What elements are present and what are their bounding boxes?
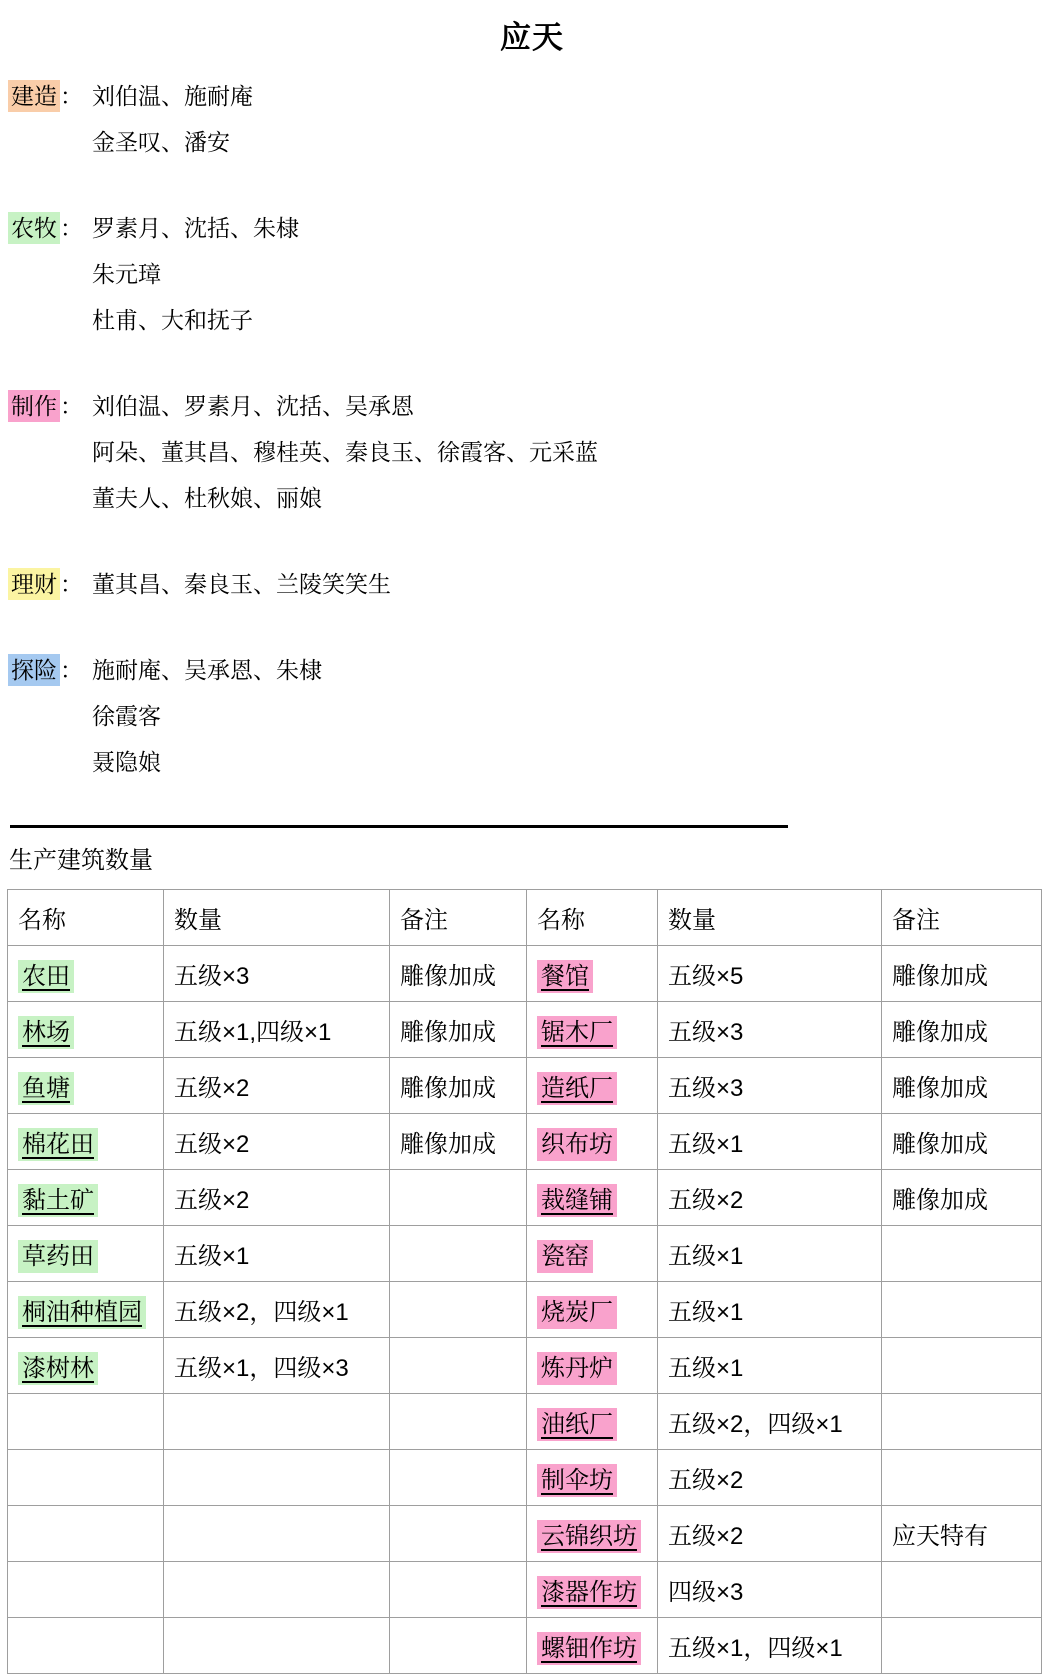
building-note-cell [390, 1226, 527, 1282]
role-names [92, 561, 1064, 607]
table-row [8, 1394, 1042, 1450]
building-name: 烧炭厂 [537, 1296, 617, 1329]
building-note-cell [882, 1562, 1042, 1618]
building-name-cell [527, 1282, 658, 1338]
name-line: 罗素月、沈括、朱棣 [92, 215, 299, 241]
role-label: 理财 [8, 568, 60, 600]
building-name-cell [8, 1170, 164, 1226]
table-title: 生产建筑数量 [9, 847, 153, 874]
building-name: 漆器作坊 [537, 1576, 641, 1609]
building-qty-cell [164, 1618, 390, 1674]
building-qty-cell: 五级×2 [658, 1170, 882, 1226]
building-note-cell: 雕像加成 [882, 1002, 1042, 1058]
building-qty-cell: 五级×1 [658, 1114, 882, 1170]
building-qty-cell: 五级×1 [658, 1338, 882, 1394]
building-name-cell [8, 1394, 164, 1450]
building-note-cell [390, 1450, 527, 1506]
building-name-cell [8, 1282, 164, 1338]
role-label-col [8, 647, 92, 785]
building-name: 黏土矿 [18, 1184, 98, 1217]
building-name: 裁缝铺 [537, 1184, 617, 1217]
building-name-cell [527, 1562, 658, 1618]
building-qty-cell: 五级×2 [658, 1506, 882, 1562]
building-name-cell [8, 1562, 164, 1618]
building-name-cell [527, 1114, 658, 1170]
building-qty-cell: 五级×1 [164, 1226, 390, 1282]
col-header-name-right: 名称 [527, 890, 658, 946]
building-name: 桐油种植园 [18, 1296, 146, 1329]
name-line: 金圣叹、潘安 [92, 129, 230, 155]
building-name-cell [8, 1338, 164, 1394]
building-name-cell [8, 1114, 164, 1170]
building-note-cell [882, 1226, 1042, 1282]
table-row [8, 1338, 1042, 1394]
building-name-cell [8, 946, 164, 1002]
building-note-cell [390, 1282, 527, 1338]
table-row [8, 1450, 1042, 1506]
building-name: 瓷窑 [537, 1240, 593, 1273]
building-name-cell [527, 1338, 658, 1394]
table-row [8, 1002, 1042, 1058]
building-name: 油纸厂 [537, 1408, 617, 1441]
building-name-cell [527, 1506, 658, 1562]
table-header-row [8, 890, 1042, 946]
building-note-cell [390, 1170, 527, 1226]
name-line: 董其昌、秦良玉、兰陵笑笑生 [92, 571, 391, 597]
name-line: 杜甫、大和抚子 [92, 307, 253, 333]
horizontal-divider [10, 825, 788, 828]
building-qty-cell: 五级×3 [658, 1058, 882, 1114]
building-qty-cell: 五级×2 [658, 1450, 882, 1506]
role-names [92, 383, 1064, 521]
building-note-cell [882, 1450, 1042, 1506]
col-header-qty-right: 数量 [658, 890, 882, 946]
table-row [8, 1282, 1042, 1338]
building-qty-cell: 五级×2 [164, 1170, 390, 1226]
name-line: 刘伯温、施耐庵 [92, 83, 253, 109]
colon: ： [60, 215, 83, 241]
building-qty-cell [164, 1562, 390, 1618]
building-name: 漆树林 [18, 1352, 98, 1385]
building-qty-cell [164, 1394, 390, 1450]
role-section-nongmu [8, 205, 1064, 343]
building-note-cell [390, 1618, 527, 1674]
building-name: 草药田 [18, 1240, 98, 1273]
building-note-cell [882, 1338, 1042, 1394]
building-name: 餐馆 [537, 960, 593, 993]
role-label-col [8, 73, 92, 165]
building-name-cell [8, 1226, 164, 1282]
role-label-col [8, 205, 92, 343]
name-line: 徐霞客 [92, 703, 161, 729]
building-qty-cell: 五级×3 [164, 946, 390, 1002]
buildings-table [7, 889, 1042, 1674]
building-qty-cell: 五级×1 [658, 1282, 882, 1338]
role-names [92, 73, 1064, 165]
building-qty-cell: 五级×1,四级×1 [164, 1002, 390, 1058]
building-name: 造纸厂 [537, 1072, 617, 1105]
building-name-cell [8, 1058, 164, 1114]
building-note-cell: 雕像加成 [882, 946, 1042, 1002]
building-name-cell [527, 1002, 658, 1058]
role-label: 农牧 [8, 212, 60, 244]
building-qty-cell: 五级×3 [658, 1002, 882, 1058]
building-note-cell: 应天特有 [882, 1506, 1042, 1562]
building-name-cell [527, 1394, 658, 1450]
role-section-tanxian [8, 647, 1064, 785]
building-qty-cell: 五级×1 [658, 1226, 882, 1282]
role-label: 制作 [8, 390, 60, 422]
building-note-cell: 雕像加成 [390, 1002, 527, 1058]
building-name: 林场 [18, 1016, 74, 1049]
building-name: 农田 [18, 960, 74, 993]
building-note-cell [390, 1506, 527, 1562]
building-note-cell: 雕像加成 [390, 1058, 527, 1114]
role-label-col [8, 383, 92, 521]
building-name: 织布坊 [537, 1128, 617, 1161]
colon: ： [60, 657, 83, 683]
table-row [8, 1170, 1042, 1226]
building-note-cell [390, 1562, 527, 1618]
building-qty-cell: 五级×5 [658, 946, 882, 1002]
building-name: 棉花田 [18, 1128, 98, 1161]
table-row [8, 1058, 1042, 1114]
table-row [8, 946, 1042, 1002]
roles-list [8, 73, 1064, 785]
table-row [8, 1226, 1042, 1282]
name-line: 阿朵、董其昌、穆桂英、秦良玉、徐霞客、元采蓝 [92, 439, 598, 465]
role-label: 建造 [8, 80, 60, 112]
col-header-note-right: 备注 [882, 890, 1042, 946]
building-name: 炼丹炉 [537, 1352, 617, 1385]
colon: ： [60, 393, 83, 419]
colon: ： [60, 571, 83, 597]
building-note-cell [882, 1394, 1042, 1450]
building-name: 锯木厂 [537, 1016, 617, 1049]
building-note-cell: 雕像加成 [882, 1114, 1042, 1170]
building-note-cell: 雕像加成 [390, 946, 527, 1002]
building-name-cell [527, 1618, 658, 1674]
building-note-cell [882, 1282, 1042, 1338]
building-name-cell [527, 1170, 658, 1226]
building-name-cell [527, 1226, 658, 1282]
building-name-cell [8, 1506, 164, 1562]
colon: ： [60, 83, 83, 109]
building-qty-cell: 五级×2 [164, 1114, 390, 1170]
building-qty-cell [164, 1450, 390, 1506]
building-note-cell: 雕像加成 [390, 1114, 527, 1170]
building-note-cell: 雕像加成 [882, 1058, 1042, 1114]
name-line: 施耐庵、吴承恩、朱棣 [92, 657, 322, 683]
building-qty-cell: 四级×3 [658, 1562, 882, 1618]
col-header-note-left: 备注 [390, 890, 527, 946]
building-name-cell [527, 1450, 658, 1506]
building-qty-cell [164, 1506, 390, 1562]
table-row [8, 1618, 1042, 1674]
building-name: 制伞坊 [537, 1464, 617, 1497]
building-qty-cell: 五级×2 [164, 1058, 390, 1114]
building-note-cell [390, 1338, 527, 1394]
building-name: 云锦织坊 [537, 1520, 641, 1553]
building-name-cell [8, 1618, 164, 1674]
building-qty-cell: 五级×2，四级×1 [164, 1282, 390, 1338]
role-section-jianzao [8, 73, 1064, 165]
building-name-cell [8, 1450, 164, 1506]
building-name-cell [527, 946, 658, 1002]
role-section-licai [8, 561, 1064, 607]
col-header-name-left: 名称 [8, 890, 164, 946]
building-qty-cell: 五级×1，四级×1 [658, 1618, 882, 1674]
table-row [8, 1562, 1042, 1618]
col-header-qty-left: 数量 [164, 890, 390, 946]
page-title: 应天 [500, 20, 564, 55]
building-name: 螺钿作坊 [537, 1632, 641, 1665]
building-name-cell [8, 1002, 164, 1058]
building-note-cell [882, 1618, 1042, 1674]
name-line: 董夫人、杜秋娘、丽娘 [92, 485, 322, 511]
table-row [8, 1114, 1042, 1170]
name-line: 朱元璋 [92, 261, 161, 287]
buildings-table-body [8, 946, 1042, 1674]
role-names [92, 647, 1064, 785]
role-section-zhizuo [8, 383, 1064, 521]
building-qty-cell: 五级×2，四级×1 [658, 1394, 882, 1450]
building-note-cell: 雕像加成 [882, 1170, 1042, 1226]
building-name-cell [527, 1058, 658, 1114]
name-line: 刘伯温、罗素月、沈括、吴承恩 [92, 393, 414, 419]
role-names [92, 205, 1064, 343]
building-qty-cell: 五级×1，四级×3 [164, 1338, 390, 1394]
role-label: 探险 [8, 654, 60, 686]
role-label-col [8, 561, 92, 607]
name-line: 聂隐娘 [92, 749, 161, 775]
building-note-cell [390, 1394, 527, 1450]
table-row [8, 1506, 1042, 1562]
building-name: 鱼塘 [18, 1072, 74, 1105]
